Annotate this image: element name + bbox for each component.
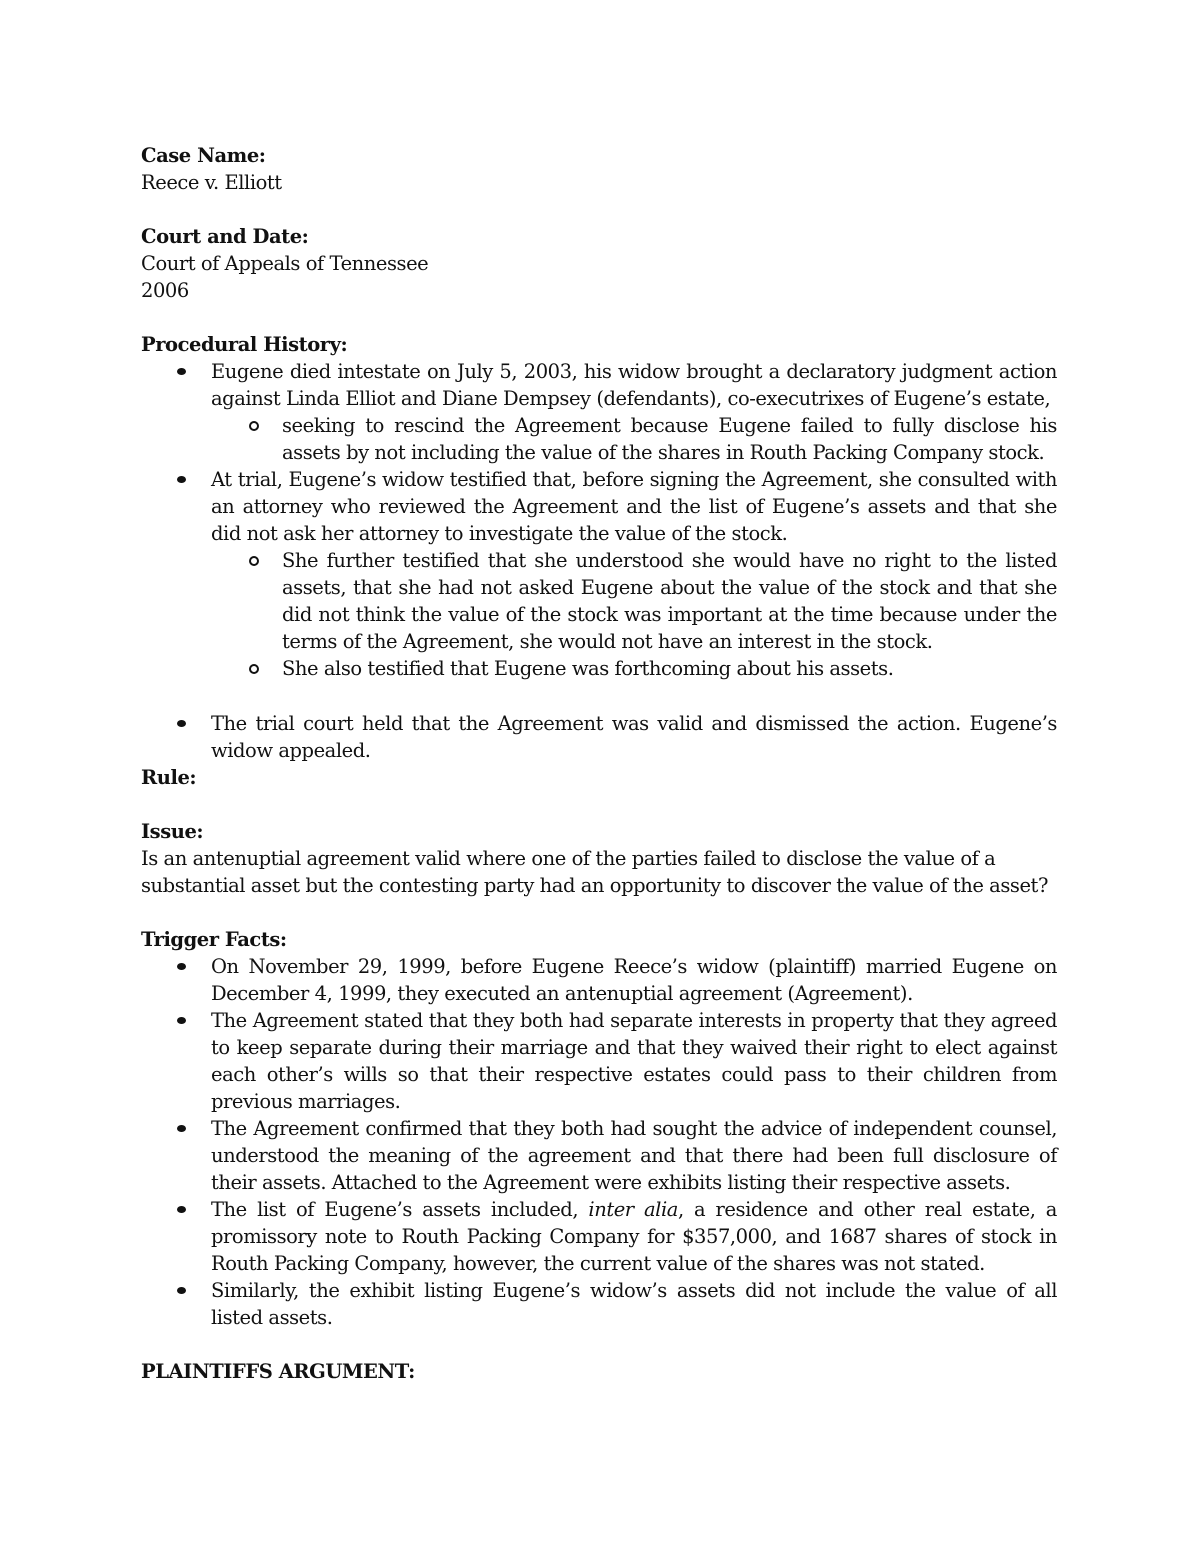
plaintiffs-argument-heading: PLAINTIFFS ARGUMENT: bbox=[141, 1360, 415, 1383]
rule-heading: Rule: bbox=[141, 766, 197, 789]
list-item bbox=[141, 1196, 1057, 1277]
court-date-heading: Court and Date: bbox=[141, 225, 309, 248]
list-item: At trial, Eugene’s widow testified that, before signing the Agreement, she consulted with an attorney who reviewed the Agreement and the list of Eugene’s assets and that she did not ask her attorney to investigate the value of the stock. bbox=[141, 466, 1057, 547]
list-item: The Agreement stated that they both had separate interests in property that they agreed to keep separate during their marriage and that they waived their right to elect against each other’s wills so that their respective estates could pass to their children from previous marriages. bbox=[141, 1007, 1057, 1115]
list-item: The trial court held that the Agreement was valid and dismissed the action. Eugene’s widow appealed. bbox=[141, 710, 1057, 764]
fact-text-italic: inter alia bbox=[588, 1198, 678, 1221]
trigger-facts-heading: Trigger Facts: bbox=[141, 928, 287, 951]
list-item: The Agreement confirmed that they both had sought the advice of independent counsel, understood the meaning of the agreement and that there had been full disclosure of their assets. Attached to the Agreement were exhibits listing their respective assets. bbox=[141, 1115, 1057, 1196]
procedural-history-list bbox=[141, 358, 1057, 764]
procedural-history-heading: Procedural History: bbox=[141, 333, 348, 356]
sub-list-item: seeking to rescind the Agreement because Eugene failed to fully disclose his assets by not including the value of the shares in Routh Packing Company stock. bbox=[141, 412, 1057, 466]
court-year: 2006 bbox=[141, 279, 189, 302]
document-page bbox=[141, 142, 1057, 1385]
list-item: Similarly, the exhibit listing Eugene’s widow’s assets did not include the value of all listed assets. bbox=[141, 1277, 1057, 1331]
court-name: Court of Appeals of Tennessee bbox=[141, 252, 429, 275]
case-name-value: Reece v. Elliott bbox=[141, 171, 282, 194]
fact-text-pre: The list of Eugene’s assets included, bbox=[211, 1198, 589, 1221]
list-item: On November 29, 1999, before Eugene Reece’s widow (plaintiff) married Eugene on December 4, 1999, they executed an antenuptial agreement (Agreement). bbox=[141, 953, 1057, 1007]
sub-list-item: She also testified that Eugene was forthcoming about his assets. bbox=[141, 655, 1057, 682]
trigger-facts-list bbox=[141, 953, 1057, 1331]
list-item: Eugene died intestate on July 5, 2003, his widow brought a declaratory judgment action against Linda Elliot and Diane Dempsey (defendants), co-executrixes of Eugene’s estate, bbox=[141, 358, 1057, 412]
issue-heading: Issue: bbox=[141, 820, 204, 843]
issue-text: Is an antenuptial agreement valid where one of the parties failed to disclose the value of a substantial asset but the contesting party had an opportunity to discover the value of the asset? bbox=[141, 847, 1048, 897]
fact-text-post: , a residence and other real estate, a promissory note to Routh Packing Company for $357,000, and 1687 shares of stock in Routh Packing Company, however, the current value of the shares was not stated. bbox=[211, 1198, 1057, 1275]
list-spacer bbox=[141, 682, 1057, 710]
case-name-heading: Case Name: bbox=[141, 144, 266, 167]
sub-list-item: She further testified that she understood she would have no right to the listed assets, that she had not asked Eugene about the value of the stock and that she did not think the value of the stock was important at the time because under the terms of the Agreement, she would not have an interest in the stock. bbox=[141, 547, 1057, 655]
